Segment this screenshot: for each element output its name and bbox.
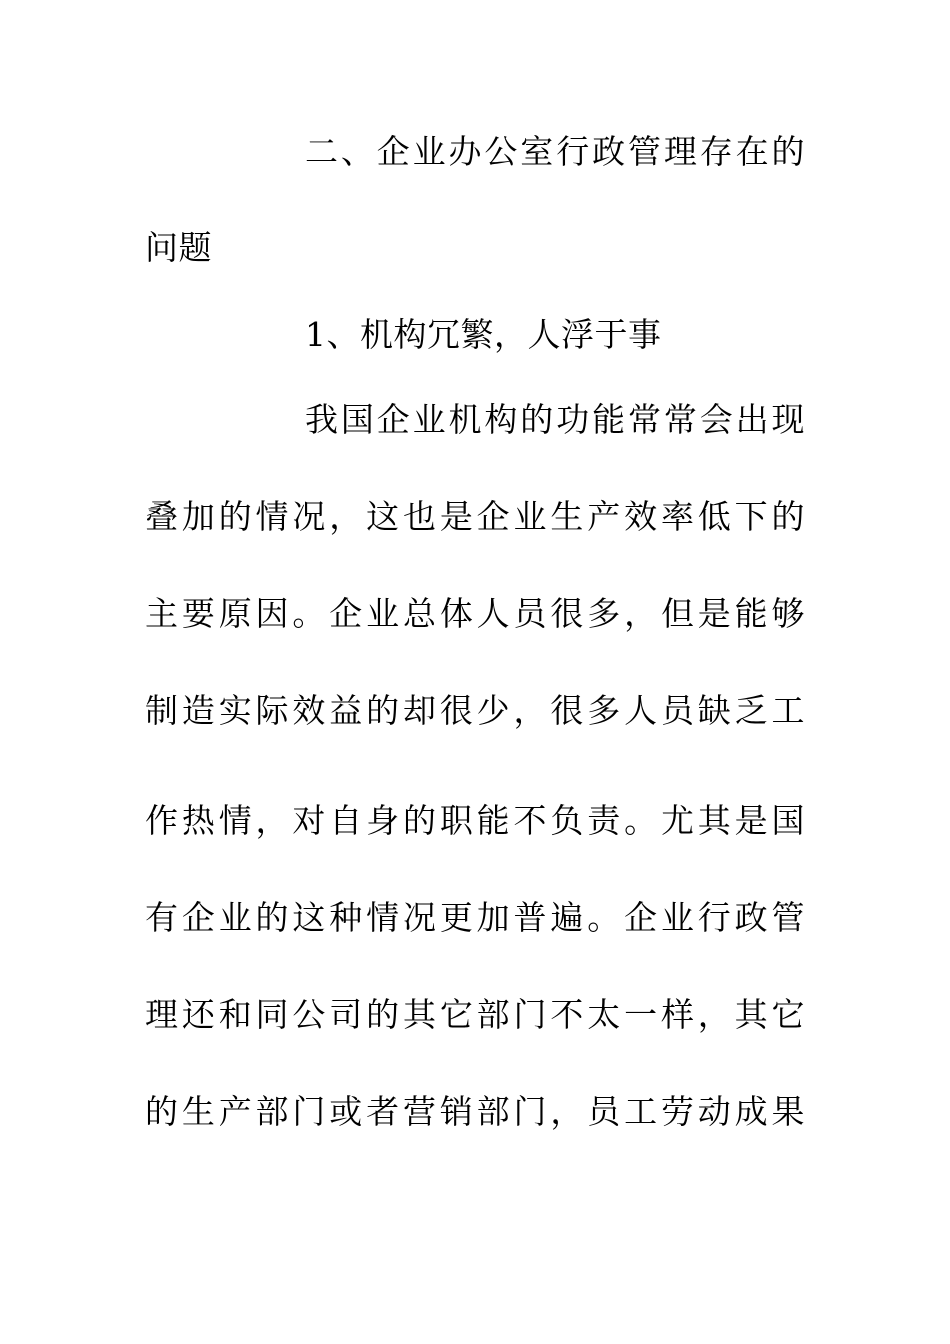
paragraph-line: 作热情，对自身的职能不负责。尤其是国 xyxy=(145,801,805,840)
subsection-heading: 1、机构冗繁，人浮于事 xyxy=(305,315,662,354)
section-heading-line-1: 二、企业办公室行政管理存在的 xyxy=(305,132,805,171)
paragraph-line: 的生产部门或者营销部门，员工劳动成果 xyxy=(145,1092,805,1131)
paragraph-line: 制造实际效益的却很少，很多人员缺乏工 xyxy=(145,691,805,730)
paragraph-line: 叠加的情况，这也是企业生产效率低下的 xyxy=(145,497,805,536)
paragraph-line: 我国企业机构的功能常常会出现 xyxy=(305,400,805,439)
section-heading-line-2: 问题 xyxy=(145,228,212,267)
paragraph-line: 有企业的这种情况更加普遍。企业行政管 xyxy=(145,898,805,937)
paragraph-line: 主要原因。企业总体人员很多，但是能够 xyxy=(145,594,805,633)
paragraph-line: 理还和同公司的其它部门不太一样，其它 xyxy=(145,995,805,1034)
